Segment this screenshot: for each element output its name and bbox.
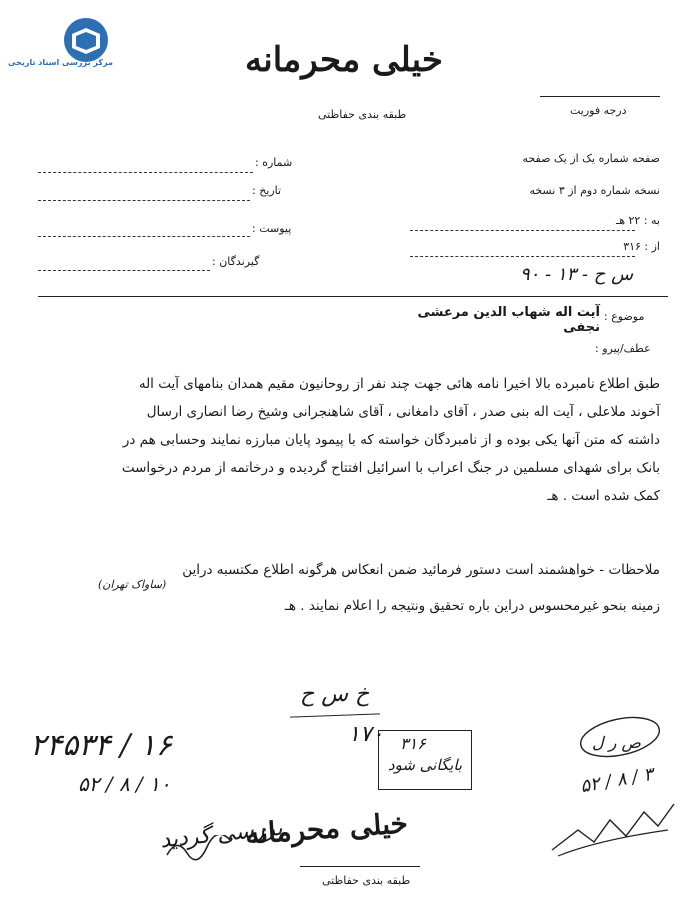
handwritten-underline	[290, 713, 380, 717]
archive-stamp-number: ۳۱۶	[400, 734, 426, 753]
body-line: آخوند ملاعلی ، آیت اله بنی صدر ، آقای دامغانی ، آقای شاهنجرانی وشیخ رضا انصاری ارسال	[146, 404, 660, 420]
top-classification-stamp: خیلی محرمانه	[245, 40, 443, 80]
attachment-label: پیوست :	[252, 222, 292, 235]
handwritten-left-reference: ۲۴۵۳۴ / ۱۶	[30, 728, 172, 763]
to-dotted-line	[410, 230, 635, 231]
body-line: طبق اطلاع نامبرده بالا اخیرا نامه هائی جهت چند نفر از روحانیون مقیم همدان بنامهای آیت اله	[138, 376, 660, 392]
remarks-line: ملاحظات - خواهشمند است دستور فرمائید ضمن انعکاس هرگونه اطلاع مکتسبه دراین	[182, 562, 660, 578]
from-dotted-line	[410, 256, 635, 257]
archive-stamp-text: بایگانی شود	[387, 756, 463, 774]
remarks-margin-note: (ساواک تهران)	[98, 578, 167, 591]
number-line	[38, 172, 253, 173]
number-label: شماره :	[255, 156, 293, 169]
handwritten-right-date: ۵۲ / ۸ / ۳	[578, 763, 655, 798]
handwritten-review-signature: بررسی گردید	[159, 815, 284, 854]
footer-classification-label: طبقه بندی حفاظتی	[322, 874, 411, 887]
date-line	[38, 200, 250, 201]
handwritten-reference: س ح - ۱۳ - ۹۰	[520, 264, 634, 285]
footer-line	[300, 866, 420, 867]
recipients-label: گیرندگان :	[212, 255, 260, 268]
copy-number-line: نسخه شماره دوم از ۳ نسخه	[529, 184, 660, 197]
classification-label: طبقه بندی حفاظتی	[318, 108, 407, 121]
page-number-line: صفحه شماره یک از یک صفحه	[522, 152, 660, 165]
from-line: از : ۳۱۶	[623, 240, 660, 253]
remarks-paragraph	[80, 556, 660, 620]
handwritten-left-date: ۵۲ / ۸ / ۱۰	[78, 772, 171, 796]
date-label: تاریخ :	[252, 184, 282, 197]
right-oval-icon	[575, 715, 665, 760]
bottom-classification-stamp: خیلی محرمانه	[244, 806, 409, 851]
subject-value: آیت اله شهاب الدین مرعشی نجفی	[417, 305, 600, 335]
remarks-line: زمینه بنحو غیرمحسوس دراین باره تحقیق ونتیجه را اعلام نمایند . هـ	[284, 598, 660, 614]
logo-caption: مرکز بررسی اسناد تاریخی	[8, 58, 113, 67]
body-line: کمک شده است . هـ	[547, 488, 660, 504]
header-separator	[38, 296, 668, 297]
urgency-label: درجه فوریت	[570, 104, 627, 117]
urgency-box-line	[540, 96, 660, 97]
to-line: به : ۲۲ هـ	[615, 214, 660, 227]
subject-label: موضوع :	[604, 310, 645, 323]
handwritten-mark: خ س ح	[300, 682, 370, 707]
body-line: داشته که متن آنها یکی بوده و از نامبردگان خواسته که با پیمود پایان مبارزه نمایند وحسابی هم در	[122, 432, 660, 448]
right-signature-scribble-icon	[548, 790, 678, 860]
handwritten-right-note: ص ر ل	[592, 733, 641, 752]
handwritten-number: ۱۷۰	[348, 722, 384, 747]
attachment-line	[38, 236, 250, 237]
recipients-line	[38, 270, 210, 271]
body-paragraph	[70, 370, 660, 510]
reference-label: عطف/پیرو :	[595, 342, 651, 355]
scribble-signature-icon	[165, 835, 235, 861]
body-line: بانک برای شهدای مسلمین در جنگ اعراب با اسرائیل افتتاح گردیده و درخاتمه از مردم درخواست	[121, 460, 660, 476]
